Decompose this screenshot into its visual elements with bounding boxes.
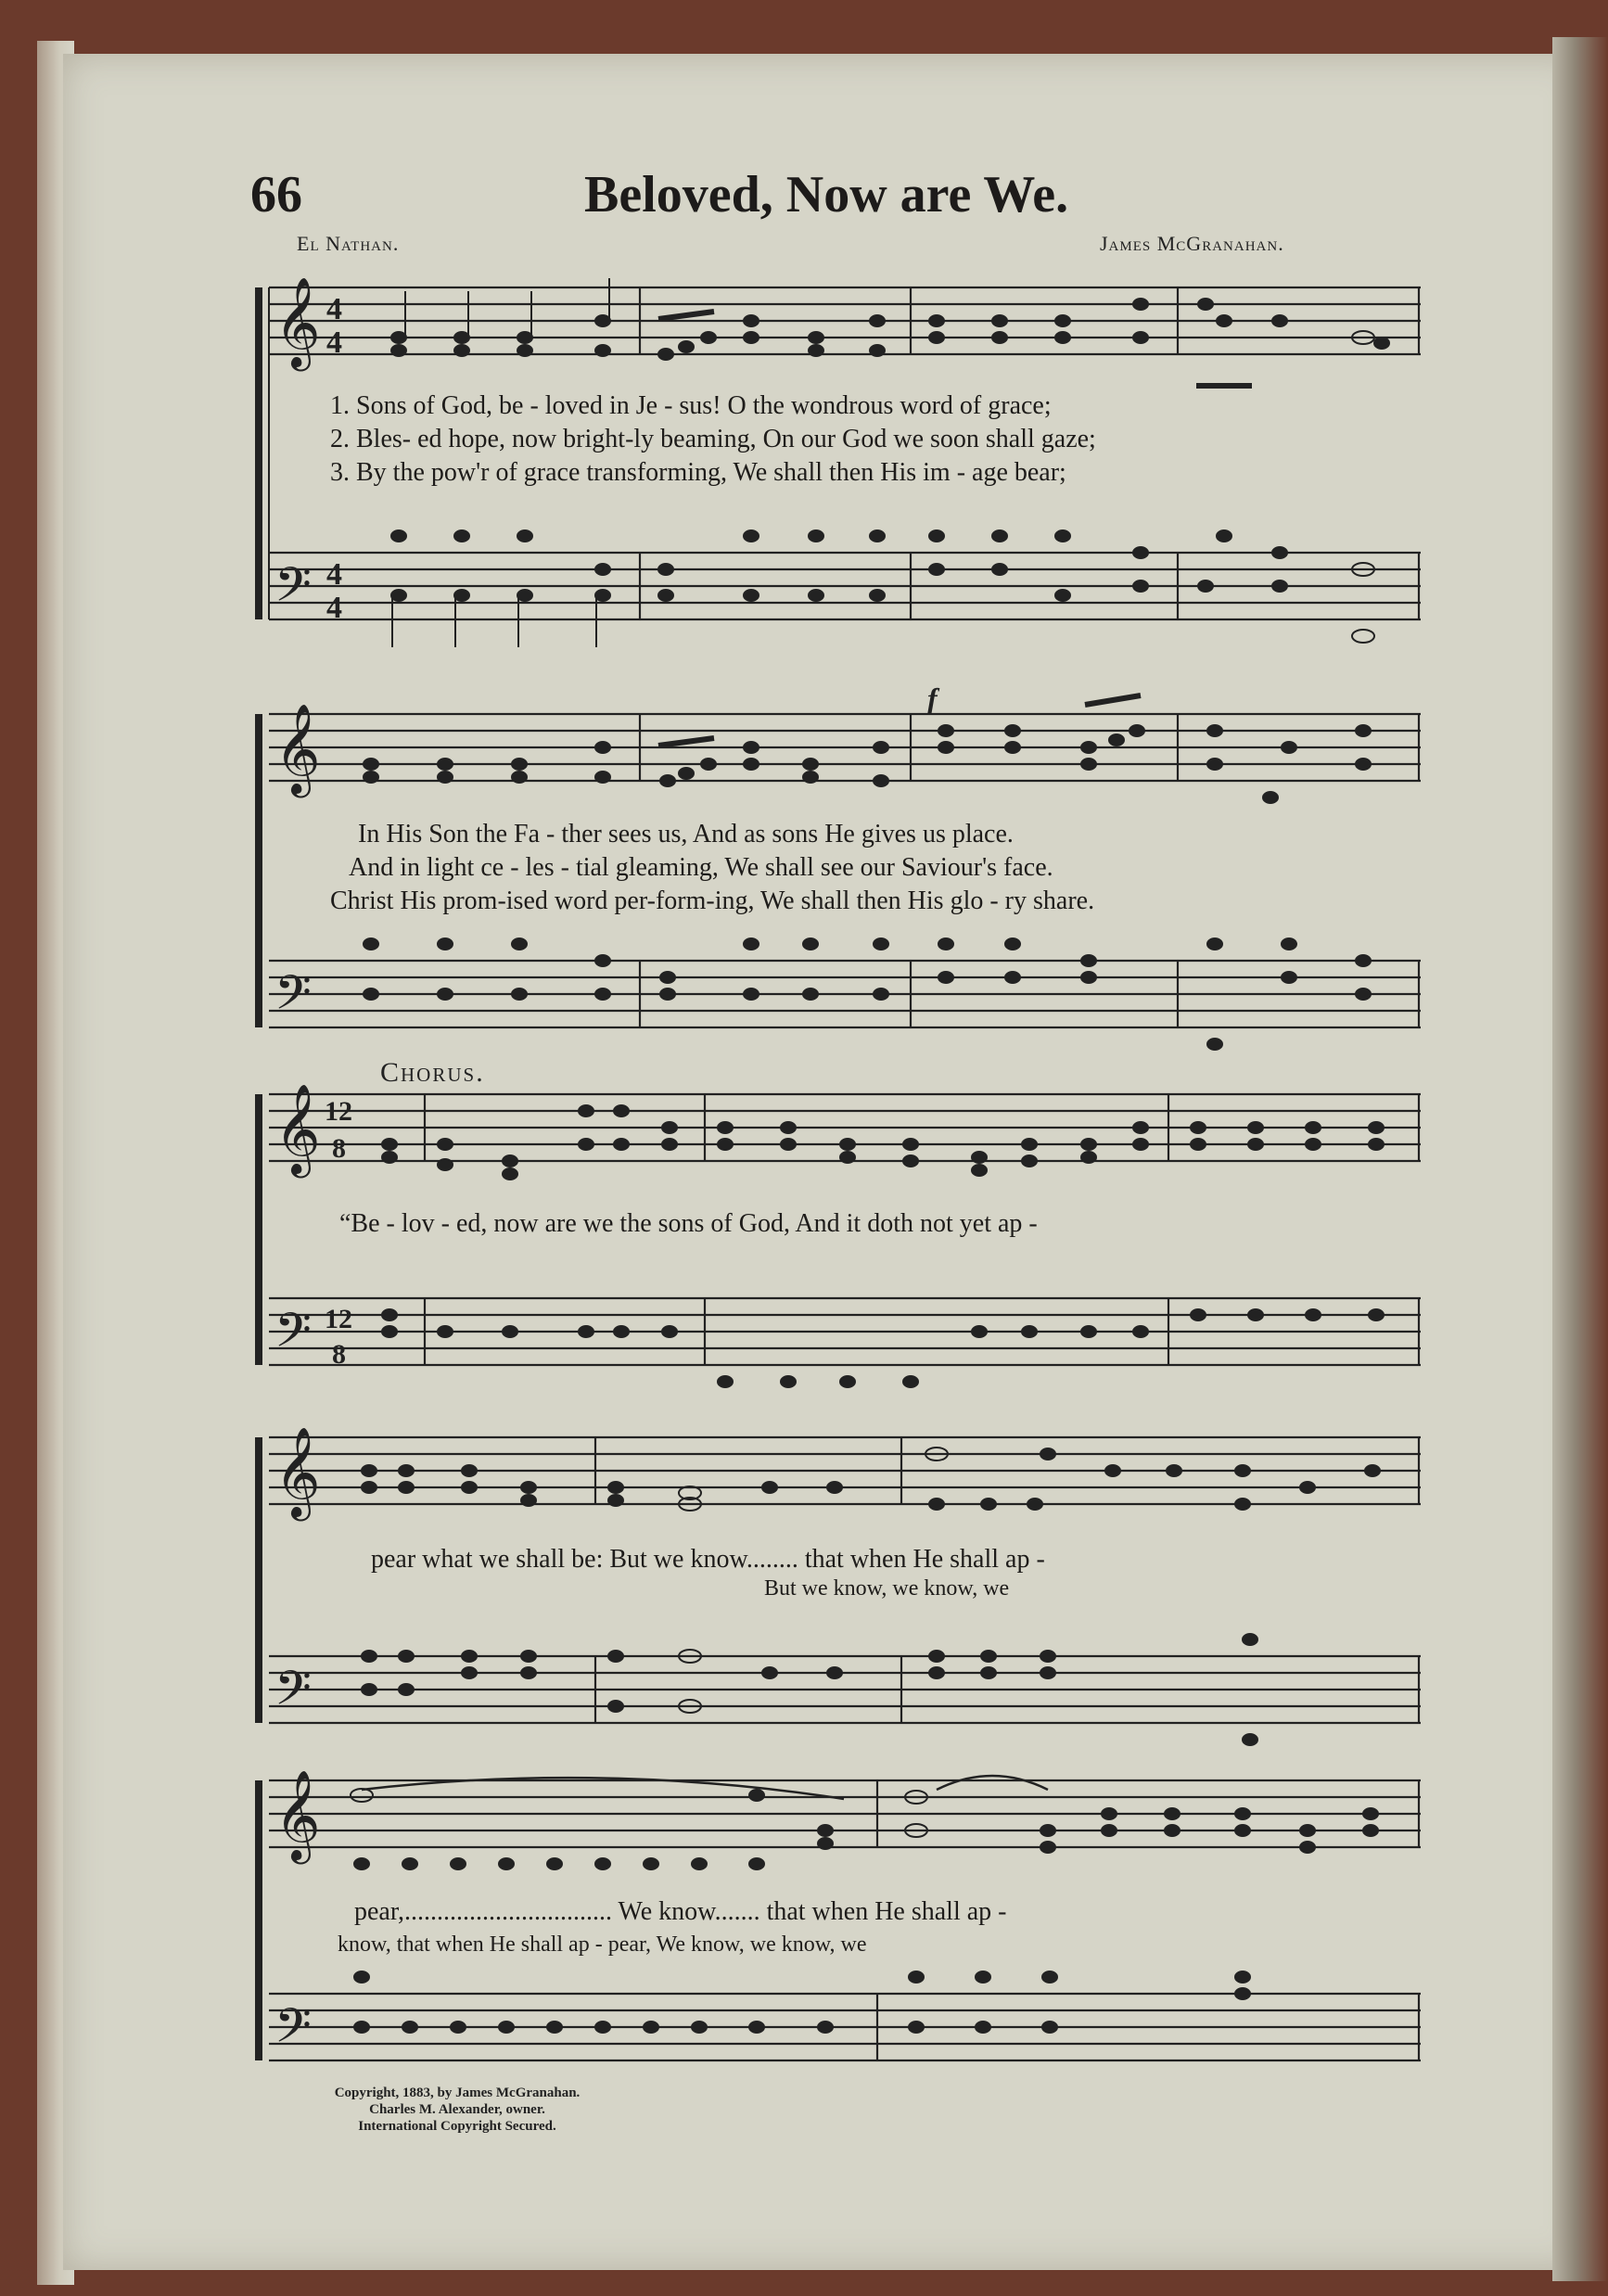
- bass-clef-icon: 𝄢: [274, 1306, 312, 1369]
- chorus-line-3: pear,................................ We know....... that when He shall ap -: [354, 1897, 1007, 1926]
- copyright-notice: [295, 2085, 619, 2135]
- chorus-line-2: pear what we shall be: But we know........ that when He shall ap -: [371, 1545, 1045, 1574]
- hymn-header: [250, 156, 1419, 230]
- copyright-line-3: International Copyright Secured.: [358, 2119, 556, 2134]
- bass-staff: [269, 553, 1421, 619]
- treble-clef-icon: 𝄞: [274, 1087, 321, 1173]
- verse-2-line-2: And in light ce - les - tial gleaming, We shall see our Saviour's face.: [349, 853, 1053, 882]
- tie-arc-2: [937, 1776, 1048, 1790]
- time-signature-bass-lower: 4: [326, 591, 342, 625]
- music-system-4: [250, 1428, 1428, 1780]
- verse-2-line-1: 2. Bles- ed hope, now bright-ly beaming, On our God we soon shall gaze;: [330, 425, 1096, 453]
- verse-3-line-2: Christ His prom-ised word per-form-ing, We shall then His glo - ry share.: [330, 887, 1095, 915]
- svg-text:8: 8: [332, 1339, 346, 1370]
- chorus-line-1: “Be - lov - ed, now are we the sons of God, And it doth not yet ap -: [339, 1209, 1038, 1238]
- bass-clef-icon: 𝄢: [274, 2001, 312, 2064]
- author-credit: El Nathan.: [297, 232, 400, 255]
- time-signature-treble: 4: [326, 292, 342, 326]
- chorus-line-2-lower: But we know, we know, we: [764, 1576, 1010, 1601]
- time-signature-bass: 4: [326, 557, 342, 592]
- verse-3-line-1: 3. By the pow'r of grace transforming, We shall then His im - age bear;: [330, 458, 1066, 487]
- verse-1-line-2: In His Son the Fa - ther sees us, And as sons He gives us place.: [358, 820, 1014, 848]
- time-signature-chorus: 12: [325, 1096, 352, 1127]
- bass-clef-icon: 𝄢: [274, 1664, 312, 1727]
- composer-credit: James McGranahan.: [1100, 232, 1284, 255]
- hymn-number: 66: [250, 166, 302, 223]
- copyright-line-1: Copyright, 1883, by James McGranahan.: [334, 2086, 581, 2100]
- chorus-line-3-lower: know, that when He shall ap - pear, We know, we know, we: [338, 1932, 867, 1957]
- svg-text:8: 8: [332, 1133, 346, 1164]
- hymn-title: Beloved, Now are We.: [584, 166, 1069, 223]
- chorus-label: Chorus.: [380, 1057, 485, 1088]
- treble-clef-icon: 𝄞: [274, 1773, 321, 1859]
- time-signature-treble-lower: 4: [326, 325, 342, 360]
- bass-clef-icon: 𝄢: [274, 968, 312, 1031]
- treble-clef-icon: 𝄞: [274, 707, 321, 793]
- treble-clef-icon: 𝄞: [274, 280, 321, 366]
- treble-clef-icon: 𝄞: [274, 1430, 321, 1516]
- system-brace: [255, 287, 262, 619]
- svg-text:12: 12: [325, 1304, 352, 1334]
- treble-notes: [391, 278, 1389, 386]
- bass-clef-icon: 𝄢: [274, 560, 312, 623]
- bass-notes: [391, 530, 1374, 647]
- copyright-line-2: Charles M. Alexander, owner.: [369, 2102, 545, 2117]
- verse-1-line-1: 1. Sons of God, be - loved in Je - sus! O the wondrous word of grace;: [330, 391, 1052, 420]
- forte-mark: f: [927, 686, 938, 715]
- treble-staff: [269, 287, 1421, 354]
- music-system-5: [250, 1753, 1428, 2105]
- book-spine: [1552, 37, 1608, 2281]
